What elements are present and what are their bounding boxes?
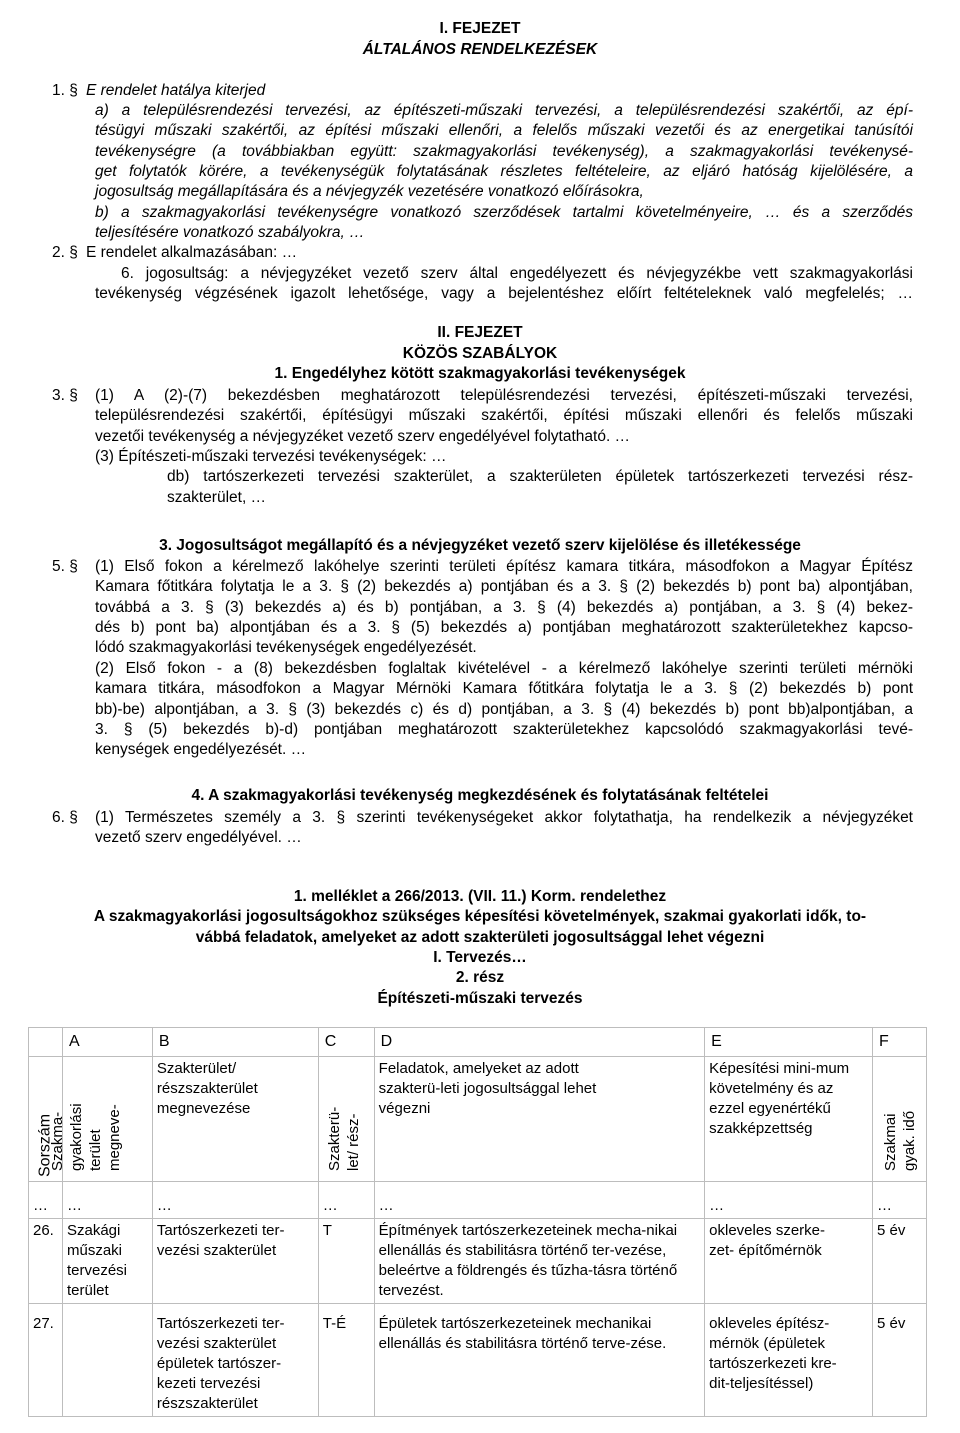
- s1-line-7: teljesítésére vonatkozó szabályokra, …: [95, 224, 365, 241]
- s1-line-2: tésügyi műszaki szakértői, az építési műszaki ellenőri, a felelős műszaki vezetői és az energetikai tanúsítói: [95, 122, 913, 139]
- s3-number: 3. §: [52, 387, 78, 404]
- row-task: Építmények tartószerkezeteinek mecha-nikai ellenállás és stabilitásra történő ter-vezése, beleértve a földrengés és tűzha-tásra történő tervezést.: [374, 1219, 704, 1304]
- s1-number: 1. §: [52, 82, 78, 99]
- row-area: Szakági műszaki tervezési terület: [62, 1219, 152, 1304]
- chapter2-subtitle: KÖZÖS SZABÁLYOK: [402, 345, 558, 362]
- chapter2-title: II. FEJEZET: [437, 324, 523, 341]
- s3-line-1: településrendezési szakértői, építésügyi műszaki szakértői, építési műszaki ellenőri és felelős műszaki: [95, 407, 913, 424]
- s2-item6-line-2: tevékenység végzésének igazolt lehetősége, vagy a bejelentéshez előírt feltételeknek való megfelelés; …: [95, 285, 913, 302]
- s5-number: 5. §: [52, 558, 78, 575]
- s5-line-8: 3. § (5) bekezdés b)-d) pontjában meghatározott szakterületekhez kapcsolódó szakmagyakorlási tevé-: [95, 721, 913, 738]
- letter-c: C: [318, 1028, 374, 1057]
- chapter1-subtitle: ÁLTALÁNOS RENDELKEZÉSEK: [362, 41, 598, 58]
- annex-subpart: 2. rész: [455, 969, 505, 986]
- ellipsis-cell: …: [29, 1182, 63, 1219]
- s3-db-line-1: db) tartószerkezeti tervezési szakterület, a szakterületen épületek tartószerkezeti tervezési rész-: [167, 468, 913, 485]
- table-ellipsis-row: [29, 1182, 927, 1219]
- s5-line-1: Kamara főtitkára folytatja le a 3. § (2) bekezdés a) pontjában és a 3. § (2) bekezdés b) pont ba) alpontjában,: [95, 578, 913, 595]
- ellipsis-cell: …: [873, 1182, 927, 1219]
- table-letter-row: [29, 1028, 927, 1057]
- header-sorszam: Sorszám: [29, 1057, 63, 1182]
- table-row: [29, 1219, 927, 1304]
- chapter1-title: I. FEJEZET: [439, 20, 521, 37]
- ellipsis-cell: …: [705, 1182, 873, 1219]
- ellipsis-cell: …: [318, 1182, 374, 1219]
- s5-line-7: bb)-be) alpontjában, a 3. § (3) bekezdés c) és d) pontjában, a 3. § (4) bekezdés b) pont bb)alpontjában, a: [95, 701, 913, 718]
- section4-title: 4. A szakmagyakorlási tevékenység megkezdésének és folytatásának feltételei: [191, 787, 769, 804]
- letter-d: D: [374, 1028, 704, 1057]
- row-qualification: okleveles szerke-zet- építőmérnök: [705, 1219, 873, 1304]
- s5-line-5: (2) Első fokon - a (8) bekezdésben foglaltak kivételével - a kérelmező lakóhelye szerinti területi mérnöki: [95, 660, 913, 677]
- s6-number: 6. §: [52, 809, 78, 826]
- s2-number: 2. §: [52, 244, 78, 261]
- s5-line-9: kenységek engedélyezését. …: [95, 741, 307, 758]
- row-field: Tartószerkezeti ter-vezési szakterület épületek tartószer-kezeti tervezési részszakterület: [152, 1304, 318, 1417]
- row-number: 27.: [29, 1304, 63, 1417]
- s3-line-0: (1) A (2)-(7) bekezdésben meghatározott településrendezési tervezési, építészeti-műszaki tervezési,: [95, 387, 913, 404]
- s5-line-2: továbbá a 3. § (3) bekezdés a) és b) pontjában, a 3. § (4) bekezdés a) pontjában, a 3. § (4) bekez-: [95, 599, 913, 616]
- s3-db-line-2: szakterület, …: [167, 489, 267, 506]
- s5-line-0: (1) Első fokon a kérelmező lakóhelye szerinti területi építész kamara titkára, másodfokon a Magyar Építész: [95, 558, 913, 575]
- header-f: Szakmai gyak. idő: [873, 1057, 927, 1182]
- table-row: [29, 1304, 927, 1417]
- letter-b: B: [152, 1028, 318, 1057]
- ellipsis-cell: …: [152, 1182, 318, 1219]
- s5-line-6: kamara titkára, másodfokon a Magyar Mérnöki Kamara főtitkára folytatja le a 3. § (2) bekezdés b) pont: [95, 680, 913, 697]
- s1-line-3: tevékenységre (a továbbiakban együtt: szakmagyakorlási tevékenység), a szakmagyakorlási tevékenysé-: [95, 143, 913, 160]
- s5-line-3: dés b) pont ba) alpontjában és a 3. § (5) bekezdés a) pontjában meghatározott szakterületekhez kapcso-: [95, 619, 913, 636]
- letter-cell-blank: [29, 1028, 63, 1057]
- row-field: Tartószerkezeti ter-vezési szakterület: [152, 1219, 318, 1304]
- header-a: Szakma- gyakorlási terület megneve-: [62, 1057, 152, 1182]
- row-time: 5 év: [873, 1304, 927, 1417]
- ellipsis-cell: …: [374, 1182, 704, 1219]
- ellipsis-cell: …: [62, 1182, 152, 1219]
- s5-line-4: lódó szakmagyakorlási tevékenységek engedélyezését.: [95, 639, 477, 656]
- s3-line-3: (3) Építészeti-műszaki tervezési tevékenységek: …: [95, 448, 447, 465]
- s6-line-0: (1) Természetes személy a 3. § szerinti tevékenységeket akkor folytathatja, ha rendelkezik a névjegyzéket: [95, 809, 913, 826]
- annex-table: [28, 1027, 927, 1417]
- s2-lead: E rendelet alkalmazásában: …: [86, 244, 298, 261]
- header-c: Szakterü- let/ rész-: [318, 1057, 374, 1182]
- header-e: Képesítési mini-mum követelmény és az ezzel egyenértékű szakképzettség: [705, 1057, 873, 1182]
- s3-line-2: vezetői tevékenység a névjegyzéket vezető szerv engedélyével folytatható. …: [95, 428, 631, 445]
- row-qualification: okleveles építész-mérnök (épületek tartószerkezeti kre-dit-teljesítéssel): [705, 1304, 873, 1417]
- letter-f: F: [873, 1028, 927, 1057]
- section3-title: 3. Jogosultságot megállapító és a névjegyzéket vezető szerv kijelölése és illetékessége: [159, 537, 801, 554]
- letter-a: A: [62, 1028, 152, 1057]
- row-code: T: [318, 1219, 374, 1304]
- s1-line-5: jogosultság megállapítására és a névjegyzék vezetésére vonatkozó előírásokra,: [95, 183, 644, 200]
- s6-line-1: vezető szerv engedélyével. …: [95, 829, 302, 846]
- s1-line-0: E rendelet hatálya kiterjed: [86, 82, 266, 99]
- annex-desc-line-1: A szakmagyakorlási jogosultságokhoz szükséges képesítési követelmények, szakmai gyakorlati idők, to-: [93, 908, 867, 925]
- annex-part: I. Tervezés…: [433, 949, 527, 966]
- row-time: 5 év: [873, 1219, 927, 1304]
- s1-line-4: get folytatók körére, a tevékenységük folytatásának részletes feltételeire, az eljáró hatóság kijelölésére, a: [95, 163, 913, 180]
- annex-title: 1. melléklet a 266/2013. (VII. 11.) Korm. rendelethez: [293, 888, 667, 905]
- s2-item6-line-1: 6. jogosultság: a névjegyzéket vezető szerv által engedélyezett és névjegyzékbe vett szakmagyakorlási: [121, 265, 913, 282]
- row-code: T-É: [318, 1304, 374, 1417]
- header-b: Szakterület/ részszakterület megnevezése: [152, 1057, 318, 1182]
- row-area: [62, 1304, 152, 1417]
- s1-line-1: a) a településrendezési tervezési, az építészeti-műszaki tervezési, a településrendezési szakértői, az épí-: [95, 102, 913, 119]
- letter-e: E: [705, 1028, 873, 1057]
- annex-subpart-title: Építészeti-műszaki tervezés: [377, 990, 583, 1007]
- row-task: Épületek tartószerkezeteinek mechanikai ellenállás és stabilitásra történő terve-zése.: [374, 1304, 704, 1417]
- section1-title: 1. Engedélyhez kötött szakmagyakorlási tevékenységek: [274, 365, 686, 382]
- annex-desc-line-2: vábbá feladatok, amelyeket az adott szakterületi jogosultsággal lehet végezni: [195, 929, 765, 946]
- row-number: 26.: [29, 1219, 63, 1304]
- s1-line-6: b) a szakmagyakorlási tevékenységre vonatkozó szerződések tartalmi követelményeire, … és a szerződés: [95, 204, 913, 221]
- table-header-row: [29, 1057, 927, 1182]
- header-d: Feladatok, amelyeket az adott szakterü-leti jogosultsággal lehet végezni: [374, 1057, 704, 1182]
